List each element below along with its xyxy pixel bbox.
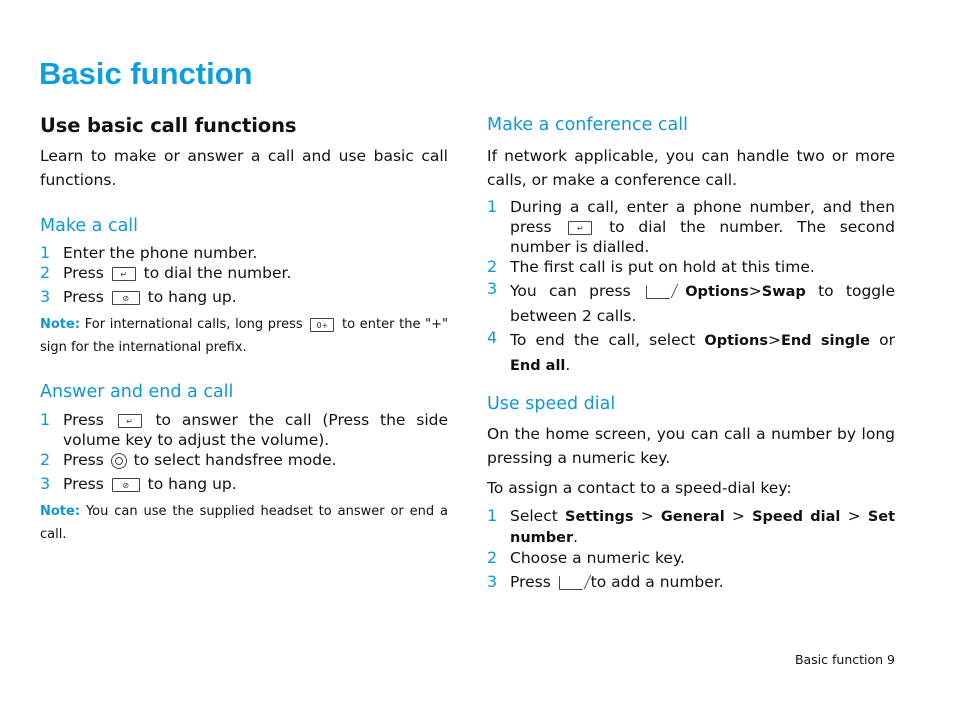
step-text-pre: Press bbox=[510, 573, 551, 591]
step-text-pre: Press bbox=[63, 264, 104, 282]
step-text-post: to hang up. bbox=[147, 475, 237, 493]
step-text-pre: Press bbox=[63, 451, 104, 469]
step-number: 2 bbox=[40, 450, 51, 469]
end-key-icon: ⊘ bbox=[112, 478, 140, 492]
heading-make-call: Make a call bbox=[40, 216, 139, 236]
step-number: 3 bbox=[40, 474, 51, 493]
right-column bbox=[487, 112, 895, 592]
step-text-post: to hang up. bbox=[147, 288, 237, 306]
speed-dial-assign: To assign a contact to a speed-dial key: bbox=[487, 479, 792, 497]
note-text: You can use the supplied headset to answer or end a call. bbox=[40, 504, 448, 542]
menu-option-swap: Swap bbox=[761, 284, 806, 300]
answer-call-steps bbox=[40, 410, 448, 494]
call-key-icon: ↵ bbox=[112, 267, 136, 281]
zero-key-icon: 0+ bbox=[310, 318, 334, 332]
step-number: 4 bbox=[487, 328, 498, 347]
step-text-pre: Press bbox=[63, 288, 104, 306]
step-text-post: to dial the number. The second number is dialled. bbox=[510, 218, 895, 256]
step-text-pre: You can press bbox=[510, 282, 631, 300]
step-number: 2 bbox=[40, 263, 51, 282]
note-label: Note: bbox=[40, 317, 81, 332]
note-label: Note: bbox=[40, 504, 81, 519]
path-separator: > bbox=[847, 507, 861, 525]
step-text: The first call is put on hold at this time. bbox=[510, 258, 815, 276]
end-key-icon: ⊘ bbox=[112, 291, 140, 305]
heading-conference-call: Make a conference call bbox=[487, 115, 688, 135]
step-text-post: to select handsfree mode. bbox=[133, 451, 337, 469]
left-softkey-icon bbox=[559, 576, 583, 590]
step-number: 1 bbox=[487, 506, 498, 525]
step-text-post: to answer the call (Press the side volume key to adjust the volume). bbox=[63, 411, 448, 449]
menu-option-speed-dial: Speed dial bbox=[752, 509, 841, 525]
left-softkey-icon bbox=[646, 285, 670, 299]
step-text: Choose a numeric key. bbox=[510, 549, 685, 567]
step-text-post: to dial the number. bbox=[143, 264, 292, 282]
step-number: 2 bbox=[487, 257, 498, 276]
step-number: 3 bbox=[40, 287, 51, 306]
note-international bbox=[40, 313, 448, 359]
step-text: Enter the phone number. bbox=[63, 244, 258, 262]
step-number: 3 bbox=[487, 572, 498, 591]
list-item bbox=[487, 279, 895, 328]
section-heading-basic-call: Use basic call functions bbox=[40, 114, 297, 137]
step-number: 3 bbox=[487, 279, 498, 298]
call-key-icon: ↵ bbox=[568, 221, 592, 235]
step-number: 1 bbox=[487, 197, 498, 216]
heading-speed-dial: Use speed dial bbox=[487, 394, 616, 414]
path-separator: > bbox=[731, 507, 745, 525]
step-text-pre: During a call, enter a phone number, and then press bbox=[510, 198, 895, 236]
note-headset bbox=[40, 500, 448, 546]
path-separator: > bbox=[767, 331, 781, 349]
speed-dial-steps bbox=[487, 506, 895, 592]
path-separator: > bbox=[640, 507, 654, 525]
menu-option-options: Options bbox=[685, 284, 749, 300]
list-item bbox=[40, 243, 448, 263]
step-text-post: . bbox=[565, 356, 571, 374]
make-call-steps bbox=[40, 243, 448, 307]
list-item bbox=[40, 287, 448, 307]
menu-option-settings: Settings bbox=[565, 509, 634, 525]
step-text-post: to add a number. bbox=[590, 573, 724, 591]
conference-intro: If network applicable, you can handle two or more calls, or make a conference call. bbox=[487, 147, 895, 189]
menu-option-general: General bbox=[660, 509, 725, 525]
list-item bbox=[40, 474, 448, 494]
step-number: 1 bbox=[40, 243, 51, 262]
list-item bbox=[487, 257, 895, 277]
note-text-post: to enter the "+" sign for the international prefix. bbox=[40, 317, 448, 355]
path-separator: > bbox=[748, 282, 762, 300]
list-item bbox=[487, 548, 895, 568]
step-text-pre: Select bbox=[510, 507, 558, 525]
list-item bbox=[487, 328, 895, 378]
nav-key-icon bbox=[111, 453, 127, 469]
call-key-icon: ↵ bbox=[118, 414, 142, 428]
list-item bbox=[487, 506, 895, 548]
speed-dial-intro: On the home screen, you can call a number by long pressing a numeric key. bbox=[487, 425, 895, 467]
step-text-post: . bbox=[573, 528, 579, 546]
step-number: 2 bbox=[487, 548, 498, 567]
heading-answer-call: Answer and end a call bbox=[40, 382, 234, 402]
step-text-mid: or bbox=[879, 331, 895, 349]
intro-text: Learn to make or answer a call and use basic call functions. bbox=[40, 147, 448, 189]
list-item bbox=[40, 263, 448, 283]
step-number: 1 bbox=[40, 410, 51, 429]
list-item bbox=[487, 572, 895, 592]
step-text-pre: Press bbox=[63, 411, 104, 429]
list-item bbox=[40, 410, 448, 450]
list-item bbox=[487, 197, 895, 257]
step-text-post: to toggle between 2 calls. bbox=[510, 282, 895, 325]
menu-option-set-number: Set number bbox=[510, 509, 896, 546]
note-text-pre: For international calls, long press bbox=[84, 317, 303, 332]
conference-steps bbox=[487, 197, 895, 378]
list-item bbox=[40, 450, 448, 470]
step-text-pre: Press bbox=[63, 475, 104, 493]
page-title: Basic function bbox=[39, 56, 253, 91]
menu-option-end-all: End all bbox=[510, 358, 566, 374]
page-footer: Basic function 9 bbox=[794, 652, 895, 667]
menu-option-options: Options bbox=[704, 333, 768, 349]
step-text-pre: To end the call, select bbox=[510, 331, 696, 349]
left-column bbox=[40, 112, 448, 546]
menu-option-end-single: End single bbox=[780, 333, 870, 349]
